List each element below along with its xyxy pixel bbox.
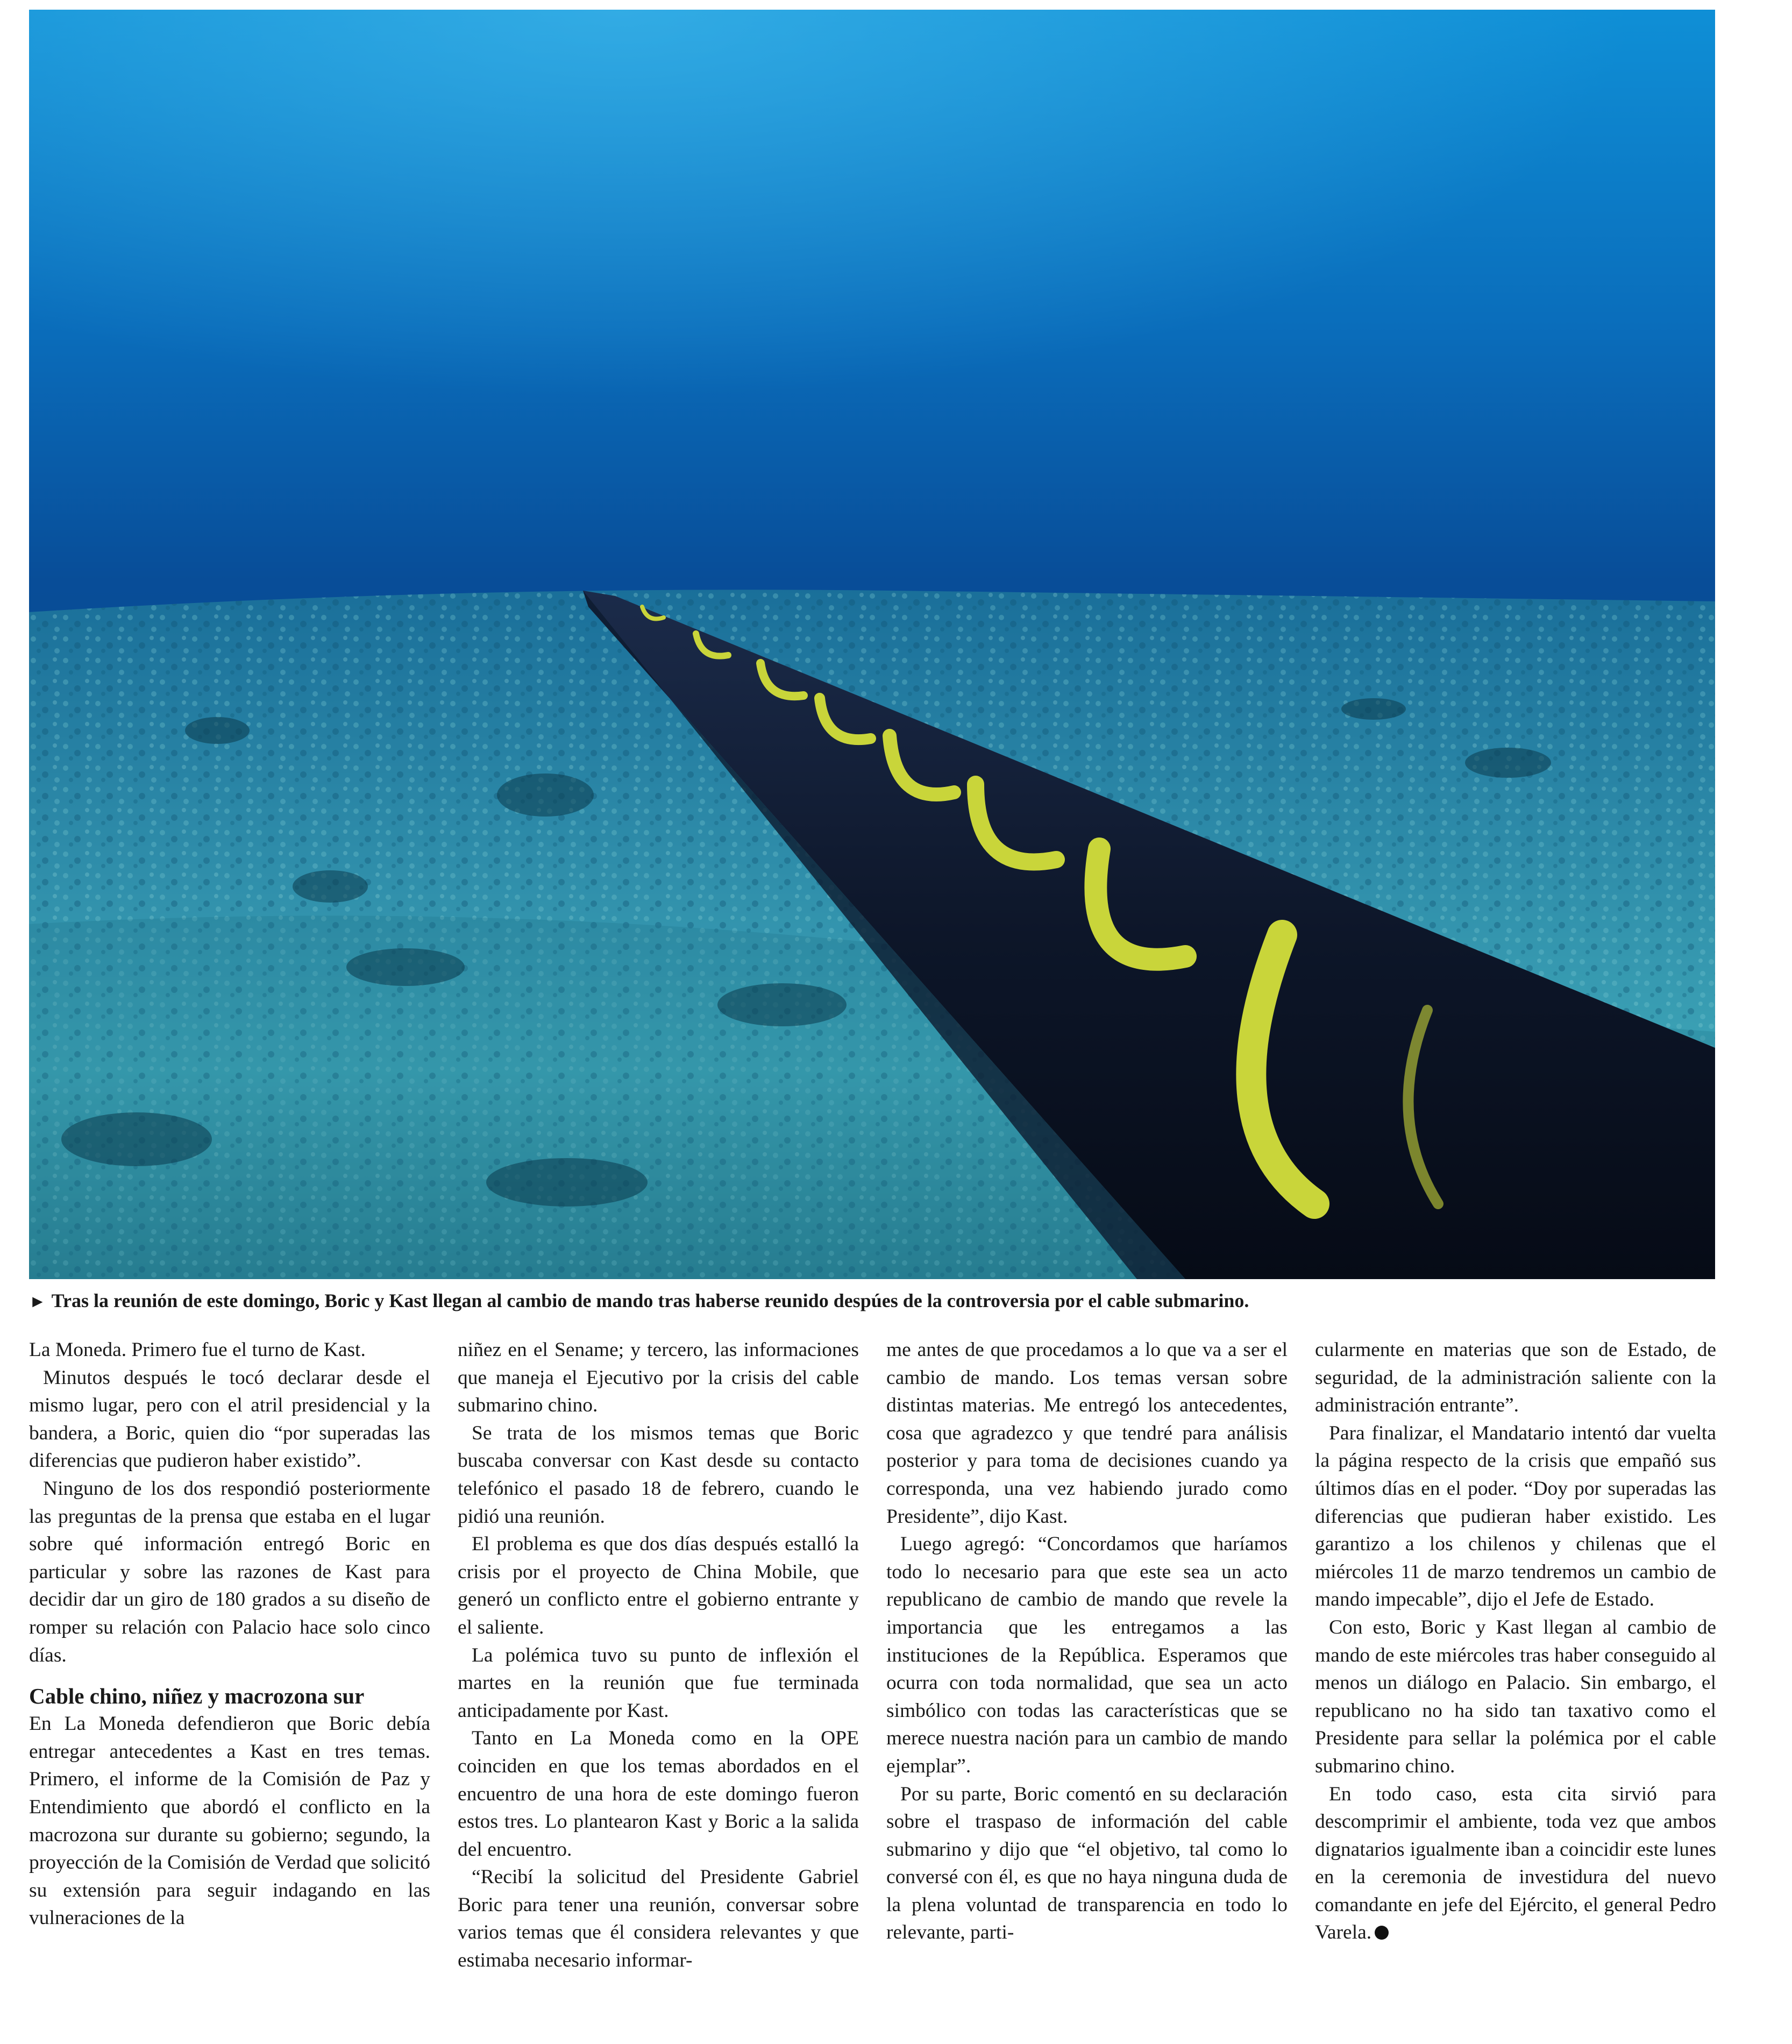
paragraph: Con esto, Boric y Kast llegan al cambio de mando de este miércoles tras haber conseguido al menos un diálogo en Palacio. Sin embargo, el republicano no ha sido tan taxativo como el Presidente para sellar la polémica por el cable submarino chino. bbox=[1315, 1616, 1716, 1777]
paragraph: me antes de que procedamos a lo que va a ser el cambio de mando. Los temas versan sobre distintas materias. Me entregó los antecedentes, cosa que agradezco y que tendré para análisis posterior y para toma de decisiones cuando ya corresponda, una vez habiendo jurado como Presidente”, dijo Kast. bbox=[886, 1339, 1288, 1528]
submarine-cable-photo bbox=[29, 10, 1715, 1279]
paragraph: cularmente en materias que son de Estado, de seguridad, de la administración saliente con la administración entrante”. bbox=[1315, 1339, 1716, 1417]
paragraph: Ninguno de los dos respondió posteriormente las preguntas de la prensa que estaba en el lugar sobre qué información entregó Boric en particular y sobre las razones de Kast para decidir dar un giro de 180 grados a su diseño de romper su relación con Palacio hace solo cinco días. bbox=[29, 1477, 430, 1666]
article-column-1 bbox=[29, 1336, 430, 1932]
paragraph: “Recibí la solicitud del Presidente Gabriel Boric para tener una reunión, conversar sobre varios temas que él considera relevantes y que estimaba necesario informar- bbox=[458, 1866, 859, 1972]
caption-text: Tras la reunión de este domingo, Boric y Kast llegan al cambio de mando tras haberse reunido despúes de la controversia por el cable submarino. bbox=[51, 1290, 1249, 1311]
paragraph: Por su parte, Boric comentó en su declaración sobre el traspaso de información del cable submarino y dijo que “el objetivo, tal como lo conversé con él, es que no haya ninguna duda de la plena voluntad de transparencia en todo lo relevante, parti- bbox=[886, 1783, 1288, 1944]
article-body bbox=[29, 1336, 1715, 2035]
end-of-article-icon bbox=[1375, 1926, 1389, 1940]
paragraph: El problema es que dos días después estalló la crisis por el proyecto de China Mobile, que generó un conflicto entre el gobierno entrante y el saliente. bbox=[458, 1533, 859, 1638]
paragraph: Tanto en La Moneda como en la OPE coinciden en que los temas abordados en el encuentro de una hora de este domingo fueron estos tres. Lo plantearon Kast y Boric a la salida del encuentro. bbox=[458, 1727, 859, 1861]
paragraph: Luego agregó: “Concordamos que haríamos todo lo necesario para que este sea un acto republicano de cambio de mando que revele la importancia que les entregamos a las instituciones de la República. Esperamos que ocurra con toda normalidad, que sea un acto simbólico con todas las características que se merece nuestra nación para un cambio de mando ejemplar”. bbox=[886, 1533, 1288, 1777]
article-column-2 bbox=[458, 1336, 859, 1975]
paragraph: niñez en el Sename; y tercero, las informaciones que maneja el Ejecutivo por la crisis del cable submarino chino. bbox=[458, 1339, 859, 1417]
subheading: Cable chino, niñez y macrozona sur bbox=[29, 1684, 365, 1709]
paragraph-text: En todo caso, esta cita sirvió para descomprimir el ambiente, toda vez que ambos dignatarios igualmente iban a coincidir este lunes en la ceremonia de investidura del nuevo comandante en jefe del Ejército, el general Pedro Varela. bbox=[1315, 1783, 1716, 1944]
article-column-4 bbox=[1315, 1336, 1716, 1947]
photo-caption bbox=[29, 1289, 1761, 1313]
paragraph bbox=[1315, 1780, 1716, 1947]
paragraph: La Moneda. Primero fue el turno de Kast. bbox=[29, 1339, 366, 1361]
paragraph: Minutos después le tocó declarar desde el mismo lugar, pero con el atril presidencial y la bandera, a Boric, quien dio “por superadas las diferencias que pudieron haber existido”. bbox=[29, 1366, 430, 1472]
article-column-3 bbox=[886, 1336, 1288, 1947]
paragraph: Se trata de los mismos temas que Boric buscaba conversar con Kast desde su contacto telefónico el pasado 18 de febrero, cuando le pidió una reunión. bbox=[458, 1422, 859, 1528]
caption-arrow-icon: ► bbox=[29, 1291, 46, 1311]
paragraph: En La Moneda defendieron que Boric debía entregar antecedentes a Kast en tres temas. Primero, el informe de la Comisión de Paz y Entendimiento que abordó el conflicto en la macrozona sur durante su gobierno; segundo, la proyección de la Comisión de Verdad que solicitó su extensión para seguir indagando en las vulneraciones de la bbox=[29, 1713, 431, 1929]
paragraph: La polémica tuvo su punto de inflexión el martes en la reunión que fue terminada anticipadamente por Kast. bbox=[458, 1644, 859, 1722]
paragraph: Para finalizar, el Mandatario intentó dar vuelta la página respecto de la crisis que empañó sus últimos días en el poder. “Doy por superadas las diferencias que pudieran haber existido. Les garantizo a los chilenos y chilenas que el miércoles 11 de marzo tendremos un cambio de mando impecable”, dijo el Jefe de Estado. bbox=[1315, 1422, 1716, 1611]
